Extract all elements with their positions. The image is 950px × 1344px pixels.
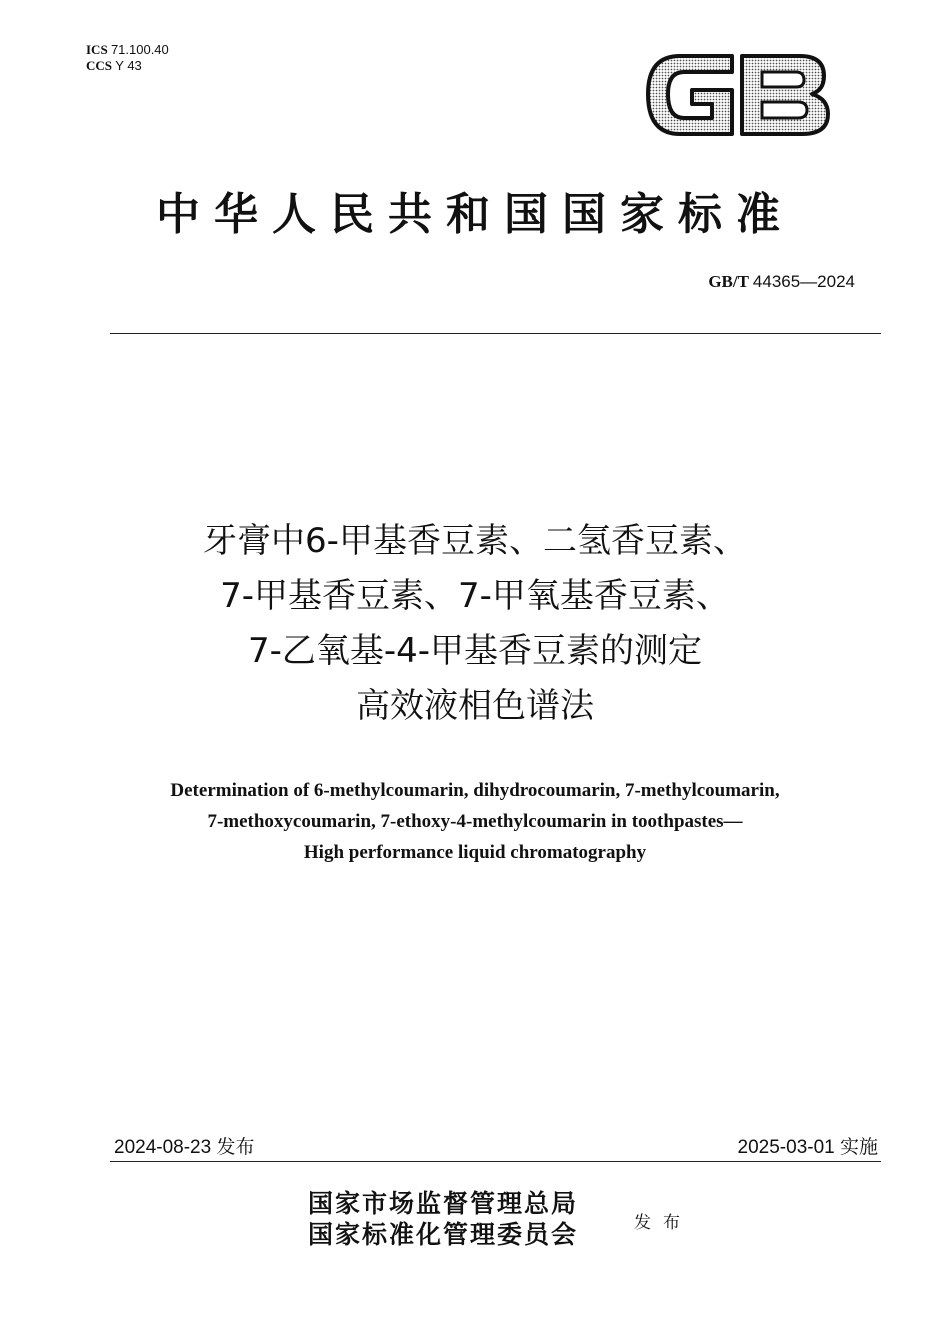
bottom-divider	[110, 1161, 881, 1162]
chinese-title-line: 7-甲基香豆素、7-甲氧基香豆素、	[220, 576, 730, 616]
classification-codes	[86, 42, 169, 74]
issuer-sac: 国家标准化管理委员会	[308, 1220, 579, 1249]
top-divider	[110, 333, 881, 334]
standard-number	[708, 272, 855, 292]
standard-code: 44365—2024	[752, 272, 855, 291]
ccs-label: CCS	[86, 58, 113, 73]
english-title-line: 7-methoxycoumarin, 7-ethoxy-4-methylcoumarin in toothpastes—	[207, 811, 743, 832]
issuer-samr: 国家市场监督管理总局	[308, 1189, 579, 1218]
english-title-line: High performance liquid chromatography	[303, 842, 647, 863]
chinese-title-line: 牙膏中6-甲基香豆素、二氢香豆素、	[203, 521, 747, 561]
national-standard-title: 中华人民共和国国家标准	[156, 189, 794, 240]
english-title-line: Determination of 6-methylcoumarin, dihydrocoumarin, 7-methylcoumarin,	[170, 780, 780, 801]
ics-label: ICS	[86, 42, 108, 57]
issuing-authorities	[308, 1188, 578, 1250]
issue-label: 发布	[634, 1213, 692, 1233]
issue-date: 2024-08-23 发布	[114, 1137, 255, 1158]
chinese-title	[0, 514, 950, 734]
chinese-title-line: 7-乙氧基-4-甲基香豆素的测定	[247, 631, 703, 671]
ccs-code: Y 43	[115, 58, 142, 73]
gb-logo-icon	[640, 44, 835, 144]
implementation-date: 2025-03-01 实施	[737, 1137, 878, 1158]
chinese-title-line: 高效液相色谱法	[356, 686, 594, 726]
standard-prefix: GB/T	[708, 272, 749, 291]
ics-code: 71.100.40	[110, 42, 169, 57]
ics-line	[86, 42, 169, 58]
english-title	[0, 775, 950, 868]
ccs-line	[86, 58, 169, 74]
